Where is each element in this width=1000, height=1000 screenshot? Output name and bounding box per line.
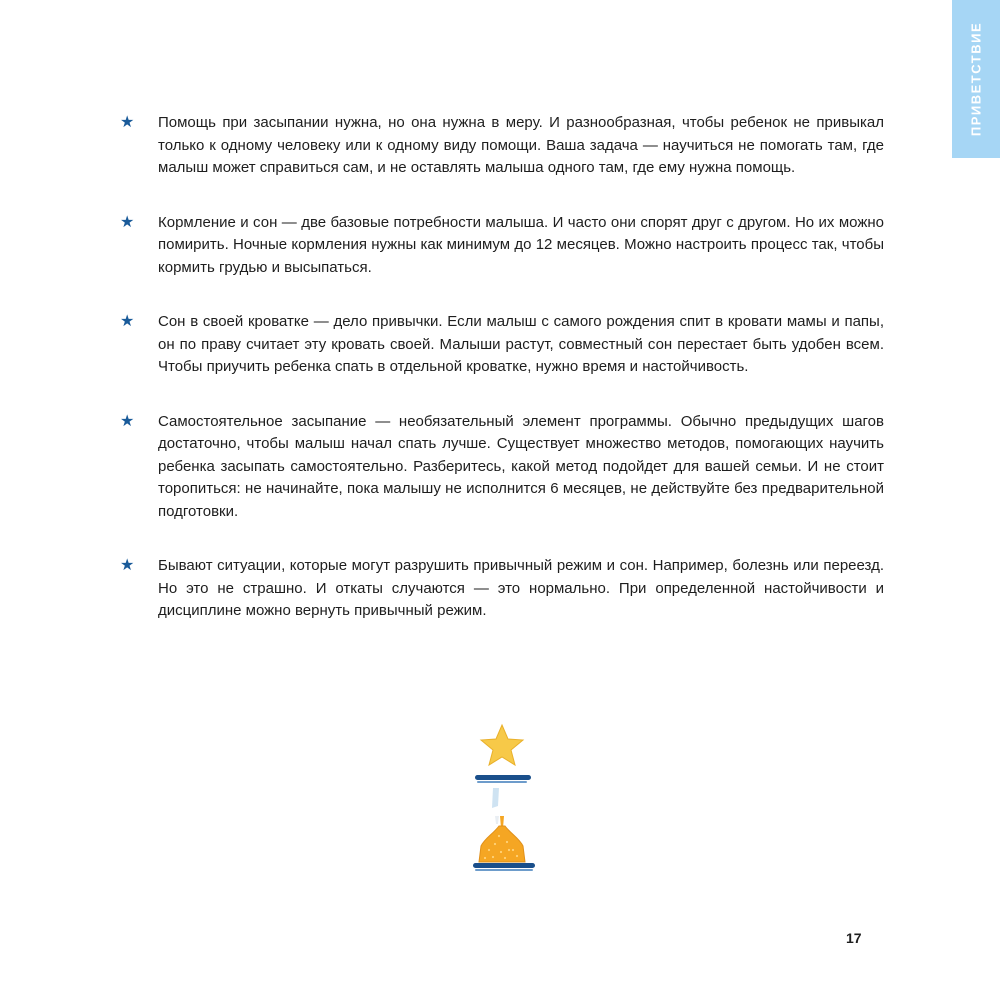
star-icon: ★ (120, 313, 135, 330)
star-hourglass-icon (465, 720, 545, 880)
section-tab-label: ПРИВЕТСТВИЕ (968, 21, 984, 137)
section-tab (952, 0, 1000, 158)
bullet-text: Сон в своей кроватке — дело привычки. Если малыш с самого рождения спит в кровати мамы и папы, он по праву считает эту кровать своей. Малыши растут, совместный сон перестает быть удобен всем. Чтобы приучить ребенка спать в отдельной кроватке, нужно время и настойчивость. (158, 313, 884, 375)
star-icon: ★ (120, 557, 135, 574)
bullet-list (120, 112, 884, 655)
bullet-text: Самостоятельное засыпание — необязательный элемент программы. Обычно предыдущих шагов достаточно, чтобы малыш начал спать лучше. Существует множество методов, помогающих научить ребенка засыпать самостоятельно. Разберитесь, какой метод подойдет для вашей семьи. И не стоит торопиться: не начинайте, пока малышу не исполнится 6 месяцев, не действуйте без предварительной подготовки. (158, 412, 884, 520)
illustration-glass (492, 788, 499, 808)
list-item (120, 311, 884, 379)
list-item (120, 212, 884, 280)
star-icon: ★ (120, 213, 135, 231)
star-icon: ★ (120, 412, 135, 430)
bullet-text: Кормление и сон — две базовые потребности малыша. И часто они спорят друг с другом. Но их можно помирить. Ночные кормления нужны как минимум до 12 месяцев. Можно настроить процесс так, чтобы кормить грудью и высыпаться. (158, 213, 884, 276)
illustration-star (481, 725, 523, 765)
illustration-sand (479, 826, 525, 862)
illustration-top-bar (475, 775, 531, 780)
bullet-text: Бывают ситуации, которые могут разрушить привычный режим и сон. Например, болезнь или переезд. Но это не страшно. И откаты случаются — это нормально. При определенной настойчивости и дисциплине можно вернуть привычный режим. (158, 557, 884, 619)
list-item (120, 411, 884, 524)
list-item (120, 555, 884, 623)
page-number: 17 (846, 930, 862, 946)
illustration-bottom-bar (473, 863, 535, 868)
star-icon: ★ (120, 114, 135, 131)
list-item (120, 112, 884, 180)
bullet-text: Помощь при засыпании нужна, но она нужна в меру. И разнообразная, чтобы ребенок не привыкал только к одному человеку или к одному виду помощи. Ваша задача — научиться не помогать там, где малыш может справиться сам, и не оставлять малыша одного там, где ему нужна помощь. (158, 114, 884, 176)
